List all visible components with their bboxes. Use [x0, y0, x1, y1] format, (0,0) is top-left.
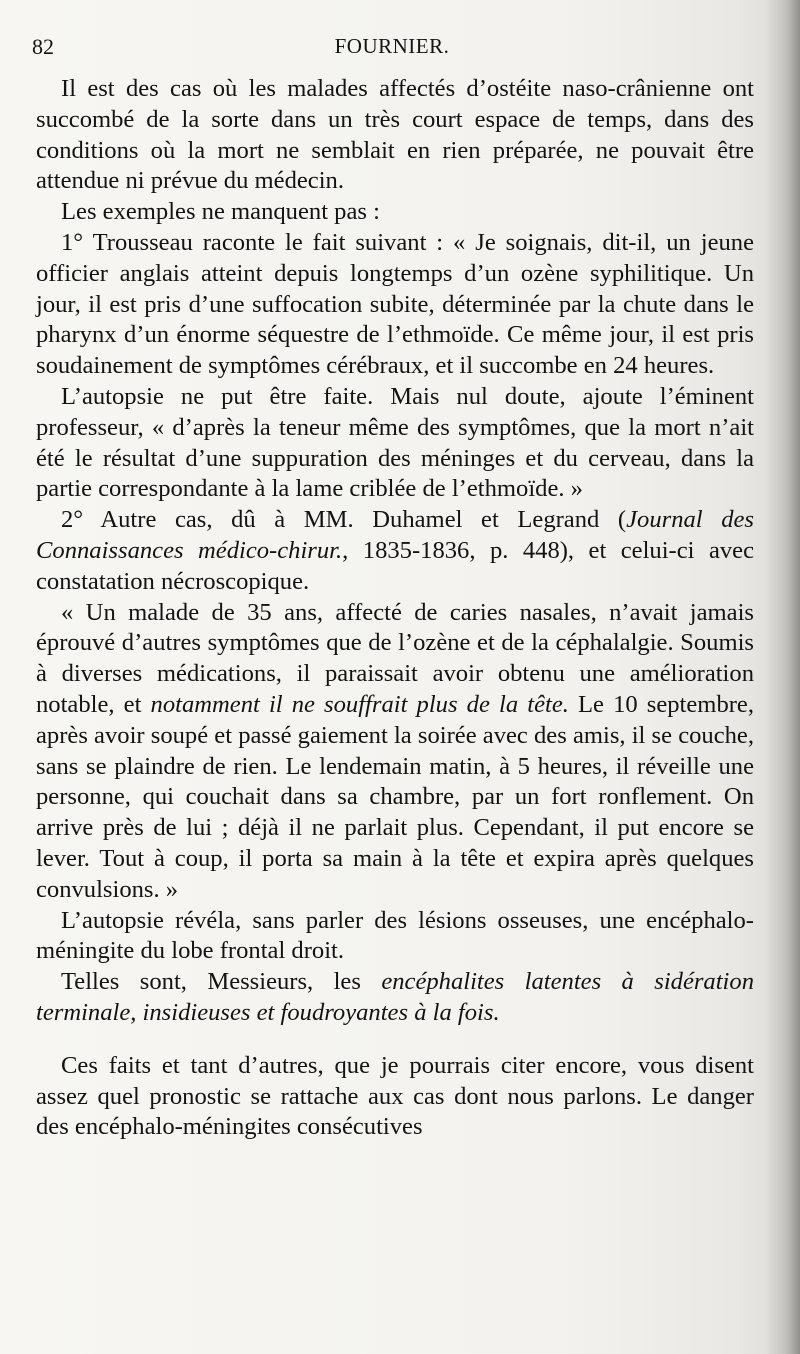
paragraph — [36, 197, 754, 228]
paragraph — [36, 382, 754, 505]
italic-text: encéphalites latentes à sidération terminale, insidieuses et foudroyantes à la fois. — [36, 968, 754, 1026]
text-run: L’autopsie révéla, sans parler des lésions osseuses, une encéphalo-méningite du lobe frontal droit. — [36, 906, 754, 965]
text-run: 1° Trousseau raconte le fait suivant : « Je soignais, dit-il, un jeune officier anglais atteint depuis longtemps d’un ozène syphilitique. Un jour, il est pris d’une suffocation subite, déterminée par la chute dans le pharynx d’un énorme séquestre de l’ethmoïde. Ce même jour, il est pris soudainement de symptômes cérébraux, et il succombe en 24 heures. — [36, 228, 754, 380]
paragraph — [36, 74, 754, 197]
text-run: Les exemples ne manquent pas : — [61, 198, 380, 226]
running-title: FOURNIER. — [334, 34, 450, 58]
page-number: 82 — [32, 34, 54, 59]
text-run: Le 10 septembre, après avoir soupé et passé gaiement la soirée avec des amis, il se couche, sans se plaindre de rien. Le lendemain matin, à 5 heures, il réveille une personne, qui couchait dans sa chambre, par un fort ronflement. On arrive près de lui ; déjà il ne parlait plus. Cependant, il put encore se lever. Tout à coup, il porta sa main à la tête et expira après quelques convulsions. » — [36, 690, 754, 903]
text-body — [36, 74, 754, 1143]
paragraph — [36, 505, 754, 597]
text-run: 2° Autre cas, dû à MM. Duhamel et Legrand ( — [61, 506, 627, 534]
running-head — [32, 34, 752, 64]
text-run: Ces faits et tant d’autres, que je pourrais citer encore, vous disent assez quel pronostic se rattache aux cas dont nous parlons. Le danger des encéphalo-méningites consécutives — [36, 1051, 754, 1141]
text-run: « Un malade de 35 ans, affecté de caries nasales, n’avait jamais éprouvé d’autres symptômes que de l’ozène et de la céphalalgie. Soumis à diverses médications, il paraissait avoir obtenu une amélioration notable, et — [36, 598, 754, 718]
text-run: Telles sont, Messieurs, les — [61, 968, 382, 996]
text-run: Il est des cas où les malades affectés d’ostéite naso-crânienne ont succombé de la sorte dans un très court espace de temps, dans des conditions où la mort ne semblait en rien préparée, ne pouvait être attendue ni prévue du médecin. — [36, 75, 754, 195]
text-run: , 1835-1836, p. 448), et celui-ci avec constatation nécroscopique. — [36, 536, 754, 595]
italic-text: Journal des Connaissances médico-chirur. — [36, 506, 754, 564]
paragraph — [36, 967, 754, 1029]
paragraph — [36, 598, 754, 906]
paragraph — [36, 228, 754, 382]
text-run: L’autopsie ne put être faite. Mais nul doute, ajoute l’éminent professeur, « d’après la teneur même des symptômes, que la mort n’ait été le résultat d’une suppuration des méninges et du cerveau, dans la partie correspondante à la lame criblée de l’ethmoïde. » — [36, 382, 754, 503]
page-edge-shadow — [766, 0, 800, 1354]
paragraph — [36, 1051, 754, 1143]
italic-text: notamment il ne souffrait plus de la tête. — [150, 690, 569, 718]
paragraph — [36, 906, 754, 968]
